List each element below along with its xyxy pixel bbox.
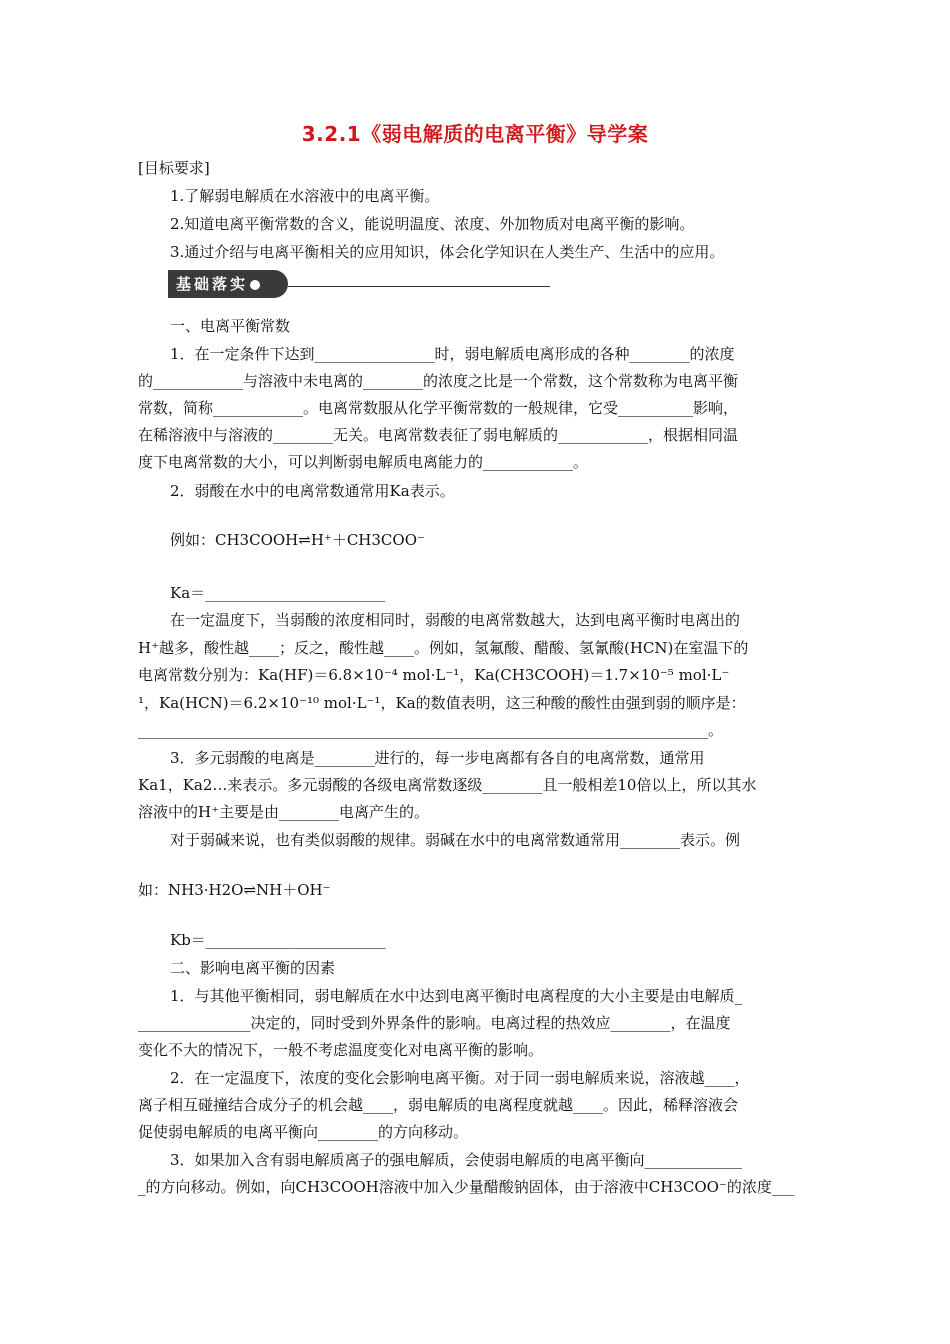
equation-line: 如：NH3·H2O⇌NH＋OH⁻ — [138, 881, 331, 899]
equation-line: 例如：CH3COOH⇌H⁺＋CH3COO⁻ — [170, 531, 425, 549]
paragraph-line: 促使弱电解质的电离平衡向________的方向移动。 — [138, 1123, 469, 1141]
section-heading: 二、影响电离平衡的因素 — [170, 959, 336, 977]
paragraph-line: 常数，简称____________。电离常数服从化学平衡常数的一般规律，它受__________影响， — [138, 399, 739, 417]
paragraph-line: 变化不大的情况下，一般不考虑温度变化对电离平衡的影响。 — [138, 1041, 544, 1059]
paragraph-line: 2．在一定温度下，浓度的变化会影响电离平衡。对于同一弱电解质来说，溶液越____， — [170, 1069, 750, 1087]
formula-line: Kb＝________________________ — [170, 931, 386, 949]
paragraph-line: 3．如果加入含有弱电解质离子的强电解质，会使弱电解质的电离平衡向_____________ — [170, 1151, 743, 1169]
paragraph-line: 在一定温度下，当弱酸的浓度相同时，弱酸的电离常数越大，达到电离平衡时电离出的 — [170, 611, 741, 629]
paragraph-line: Ka1，Ka2…来表示。多元弱酸的各级电离常数逐级________且一般相差10倍以上，所以其水 — [138, 776, 757, 794]
answer-blank-line: ____________________________________________________________________________。 — [138, 721, 724, 739]
section-badge — [168, 270, 288, 298]
paragraph-line: 度下电离常数的大小，可以判断弱电解质电离能力的____________。 — [138, 453, 589, 471]
paragraph-line: 的____________与溶液中未电离的________的浓度之比是一个常数，这个常数称为电离平衡 — [138, 372, 739, 390]
paragraph-line: 3．多元弱酸的电离是________进行的，每一步电离都有各自的电离常数，通常用 — [170, 749, 705, 767]
paragraph-line: ¹，Ka(HCN)＝6.2×10⁻¹⁰ mol·L⁻¹，Ka的数值表明，这三种酸的酸性由强到弱的顺序是： — [138, 694, 746, 712]
paragraph-line: H⁺越多，酸性越____；反之，酸性越____。例如，氢氟酸、醋酸、氢氰酸(HCN)在室温下的 — [138, 639, 749, 657]
paragraph-line: 溶液中的H⁺主要是由________电离产生的。 — [138, 803, 430, 821]
paragraph-line: 离子相互碰撞结合成分子的机会越____，弱电解质的电离程度就越____。因此，稀释溶液会 — [138, 1096, 739, 1114]
goal-item: 3.通过介绍与电离平衡相关的应用知识，体会化学知识在人类生产、生活中的应用。 — [170, 243, 725, 261]
circle-icon — [250, 280, 260, 290]
section-badge-label: 基础落实 — [176, 275, 249, 293]
paragraph-line: 2．弱酸在水中的电离常数通常用Ka表示。 — [170, 482, 455, 500]
paragraph-line: 在稀溶液中与溶液的________无关。电离常数表征了弱电解质的____________，根据相同温 — [138, 426, 739, 444]
goal-item: 1.了解弱电解质在水溶液中的电离平衡。 — [170, 187, 440, 205]
paragraph-line: 对于弱碱来说，也有类似弱酸的规律。弱碱在水中的电离常数通常用________表示。例 — [170, 831, 741, 849]
goal-item: 2.知道电离平衡常数的含义，能说明温度、浓度、外加物质对电离平衡的影响。 — [170, 215, 695, 233]
section-divider — [288, 286, 550, 287]
section-heading: 一、电离平衡常数 — [170, 317, 291, 335]
document-title: 3.2.1《弱电解质的电离平衡》导学案 — [301, 122, 649, 146]
paragraph-line: _的方向移动。例如，向CH3COOH溶液中加入少量醋酸钠固体，由于溶液中CH3COO⁻的浓度___ — [138, 1178, 795, 1196]
goals-heading: [目标要求] — [138, 159, 210, 177]
paragraph-line: 1．与其他平衡相同，弱电解质在水中达到电离平衡时电离程度的大小主要是由电解质_ — [170, 987, 743, 1005]
formula-line: Ka＝________________________ — [170, 584, 386, 602]
paragraph-line: _______________决定的，同时受到外界条件的影响。电离过程的热效应________，在温度 — [138, 1014, 731, 1032]
paragraph-line: 1．在一定条件下达到________________时，弱电解质电离形成的各种________的浓度 — [170, 345, 735, 363]
paragraph-line: 电离常数分别为：Ka(HF)＝6.8×10⁻⁴ mol·L⁻¹，Ka(CH3COOH)＝1.7×10⁻⁵ mol·L⁻ — [138, 666, 730, 684]
